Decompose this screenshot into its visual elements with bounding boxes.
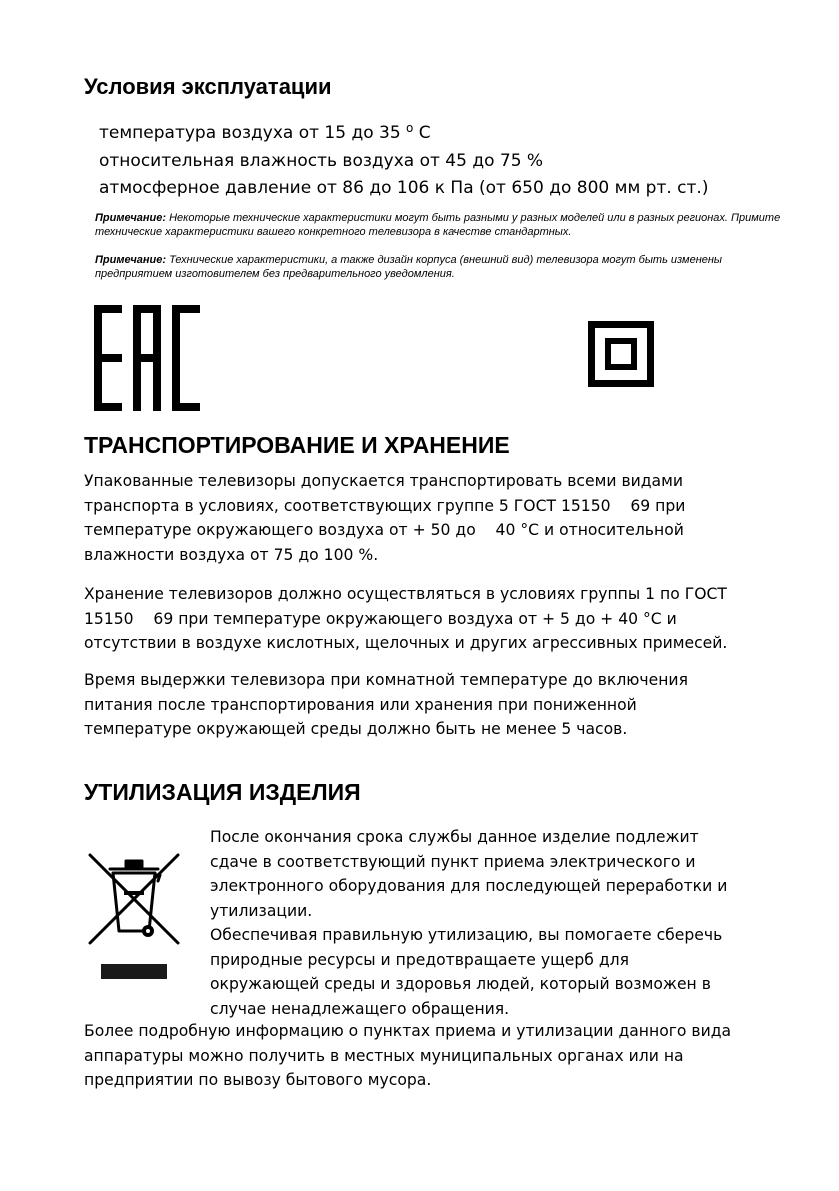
note-2-text: Технические характеристики, а также дизайн корпуса (внешний вид) телевизора могут быть изменены предприятием изготовителем без предварительного уведомления. [95, 254, 723, 280]
note-1-label: Примечание: [95, 212, 167, 224]
operating-conditions-heading: Условия эксплуатации [84, 74, 332, 99]
paragraph-line: температуре окружающего воздуха от + 50 до 40 °С и относительной [84, 521, 684, 539]
crossed-bin-icon [86, 851, 182, 947]
temperature-unit: С [418, 123, 431, 143]
bin-underline-bar [101, 964, 167, 979]
paragraph-line: После окончания срока службы данное изделие подлежит [210, 828, 699, 846]
paragraph-line: случае ненадлежащего обращения. [210, 999, 510, 1018]
paragraph-line: 15150 69 при температуре окружающего воздуха от + 5 до + 40 °С и [84, 609, 677, 628]
transport-heading: ТРАНСПОРТИРОВАНИЕ И ХРАНЕНИЕ [84, 432, 510, 458]
transport-paragraph-3 [84, 668, 764, 742]
paragraph-line: Более подробную информацию о пунктах приема и утилизации данного вида [84, 1022, 732, 1040]
disposal-heading: УТИЛИЗАЦИЯ ИЗДЕЛИЯ [84, 779, 361, 805]
operating-conditions-list [99, 120, 708, 202]
eac-mark-icon [94, 305, 200, 411]
double-square-icon [588, 321, 654, 387]
note-2-label: Примечание: [95, 254, 167, 266]
paragraph-line: Обеспечивая правильную утилизацию, вы помогаете сберечь [210, 926, 723, 944]
disposal-more-info [84, 1019, 731, 1093]
paragraph-line: электронного оборудования для последующей переработки и [210, 877, 728, 895]
paragraph-line: транспорта в условиях, соответствующих группе 5 ГОСТ 15150 69 при [84, 496, 686, 515]
paragraph-line: утилизации. [210, 901, 313, 920]
transport-paragraph-1 [84, 469, 764, 567]
degree-mark: о [406, 121, 414, 135]
paragraph-line: Время выдержки телевизора при комнатной температуре до включения [84, 671, 688, 689]
transport-paragraph-2 [84, 582, 764, 656]
operating-humidity: относительная влажность воздуха от 45 до 75 % [99, 151, 544, 171]
operating-temperature-text: температура воздуха от 15 до 35 [99, 123, 401, 143]
paragraph-line: сдаче в соответствующий пункт приема электрического и [210, 852, 696, 871]
operating-pressure: атмосферное давление от 86 до 106 к Па (от 650 до 800 мм рт. ст.) [99, 178, 709, 198]
note-1 [95, 211, 785, 239]
paragraph-line: температуре окружающей среды должно быть не менее 5 часов. [84, 720, 628, 738]
paragraph-line: питания после транспортирования или хранения при пониженной [84, 695, 637, 714]
paragraph-line: отсутствии в воздухе кислотных, щелочных и других агрессивных примесей. [84, 634, 728, 652]
paragraph-line: природные ресурсы и предотвращаете ущерб для [210, 950, 629, 969]
paragraph-line: Упакованные телевизоры допускается транспортировать всеми видами [84, 472, 684, 490]
paragraph-line: окружающей среды и здоровья людей, который возможен в [210, 975, 711, 993]
paragraph-line: предприятии по вывозу бытового мусора. [84, 1071, 432, 1089]
note-1-text: Некоторые технические характеристики могут быть разными у разных моделей или в разных регионах. Примите технические характеристики вашего конкретного телевизора в качестве стандартных. [95, 212, 781, 238]
note-2 [95, 253, 785, 281]
paragraph-line: влажности воздуха от 75 до 100 %. [84, 545, 379, 564]
disposal-text [210, 825, 727, 1021]
operating-temperature [99, 120, 708, 148]
paragraph-line: Хранение телевизоров должно осуществляться в условиях группы 1 по ГОСТ [84, 585, 727, 603]
paragraph-line: аппаратуры можно получить в местных муниципальных органах или на [84, 1046, 684, 1065]
